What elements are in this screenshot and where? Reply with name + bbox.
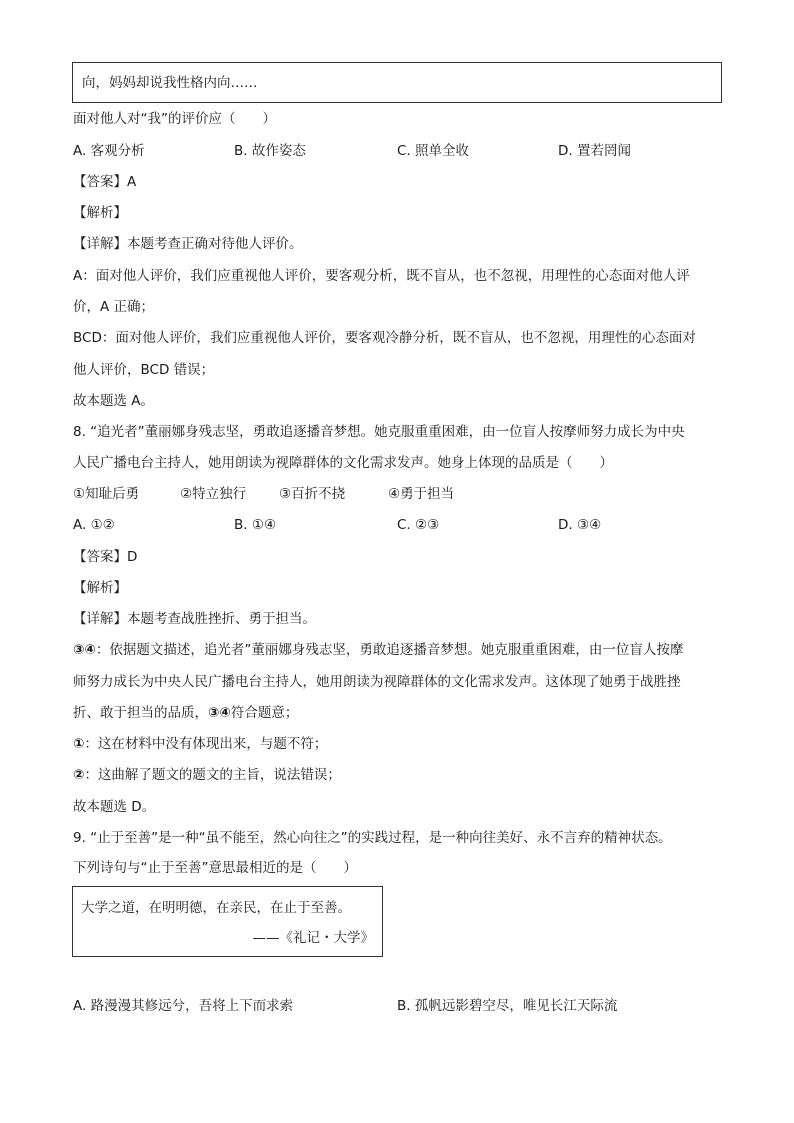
q7-answer: 【答案】A: [73, 174, 137, 190]
q8-stem-line2: 人民广播电台主持人，她用朗读为视障群体的文化需求发声。她身上体现的品质是（ ）: [73, 455, 613, 471]
q8-item-4: ④勇于担当: [388, 486, 455, 502]
q8-item-2: ②特立独行: [180, 486, 247, 502]
q8-explain-text3b: ③④: [208, 705, 231, 721]
q7-conclusion: 故本题选 A。: [73, 393, 155, 409]
q9-option-a: A. 路漫漫其修远兮，吾将上下而求索: [73, 998, 294, 1014]
q8-option-d: D. ③④: [558, 517, 602, 533]
q7-stem: 面对他人对“我”的评价应（ ）: [73, 111, 276, 127]
q9-quote-box: [72, 886, 383, 957]
q8-item1-lead: ①: [73, 736, 85, 752]
material-box-top: [72, 62, 722, 103]
material-text: 向，妈妈却说我性格内向……: [82, 75, 258, 91]
q7-option-d: D. 置若罔闻: [558, 143, 631, 159]
q8-item2-text: ：这曲解了题文的题文的主旨，说法错误；: [84, 767, 341, 783]
q8-item-1: ①知耻后勇: [73, 486, 140, 502]
q8-explain-line3: [73, 703, 298, 723]
q8-explain-text3a: 折、敢于担当的品质，: [73, 705, 208, 721]
q9-stem-line2: 下列诗句与“止于至善”意思最相近的是（ ）: [73, 860, 357, 876]
q8-item-3: ③百折不挠: [279, 486, 346, 502]
q7-analysis-label: 【解析】: [73, 205, 127, 221]
q7-explain-bcd-line1: BCD：面对他人评价，我们应重视他人评价，要客观冷静分析，既不盲从，也不忽视，用理性的心态面对: [73, 330, 696, 346]
q9-quote-source: ——《礼记・大学》: [252, 930, 374, 946]
q8-analysis-label: 【解析】: [73, 580, 127, 596]
q9-quote-text: 大学之道，在明明德，在亲民，在止于至善。: [81, 900, 351, 916]
q7-explain-a-line2: 价，A 正确；: [73, 299, 155, 315]
q8-option-b: B. ①④: [234, 517, 277, 533]
q7-option-c: C. 照单全收: [397, 143, 470, 159]
q8-item1-text: ：这在材料中没有体现出来，与题不符；: [84, 736, 328, 752]
q7-explain-a-line1: A：面对他人评价，我们应重视他人评价，要客观分析，既不盲从，也不忽视，用理性的心态面对他人评: [73, 268, 690, 284]
q8-stem-line1: 8. “追光者”董丽娜身残志坚，勇敢追逐播音梦想。她克服重重困难，由一位盲人按摩师努力成长为中央: [73, 424, 685, 440]
q8-explain-item2: [73, 765, 341, 785]
q8-option-a: A. ①②: [73, 517, 115, 533]
q8-conclusion: 故本题选 D。: [73, 799, 156, 815]
q9-stem-line1: 9. “止于至善”是一种“虽不能至，然心向往之”的实践过程，是一种向往美好、永不言弃的精神状态。: [73, 830, 672, 846]
q8-explain-line2: 师努力成长为中央人民广播电台主持人，她用朗读为视障群体的文化需求发声。这体现了她勇于战胜挫: [73, 674, 681, 690]
q8-explain-item1: [73, 734, 327, 754]
q8-detail: 【详解】本题考查战胜挫折、勇于担当。: [73, 611, 316, 627]
q8-option-c: C. ②③: [397, 517, 440, 533]
q9-option-b: B. 孤帆远影碧空尽，唯见长江天际流: [397, 998, 618, 1014]
q7-explain-bcd-line2: 他人评价，BCD 错误；: [73, 362, 215, 378]
q8-explain-line1: [73, 640, 683, 660]
q8-explain-text1: ：依据题文描述，追光者”董丽娜身残志坚，勇敢追逐播音梦想。她克服重重困难，由一位盲人按摩: [95, 642, 684, 658]
q8-item2-lead: ②: [73, 767, 85, 783]
q7-option-b: B. 故作姿态: [234, 143, 306, 159]
q8-explain-text3c: 符合题意；: [230, 705, 299, 721]
q8-answer: 【答案】D: [73, 549, 138, 565]
q7-option-a: A. 客观分析: [73, 143, 145, 159]
q8-explain-lead: ③④: [73, 642, 96, 658]
q7-detail: 【详解】本题考查正确对待他人评价。: [73, 236, 303, 252]
